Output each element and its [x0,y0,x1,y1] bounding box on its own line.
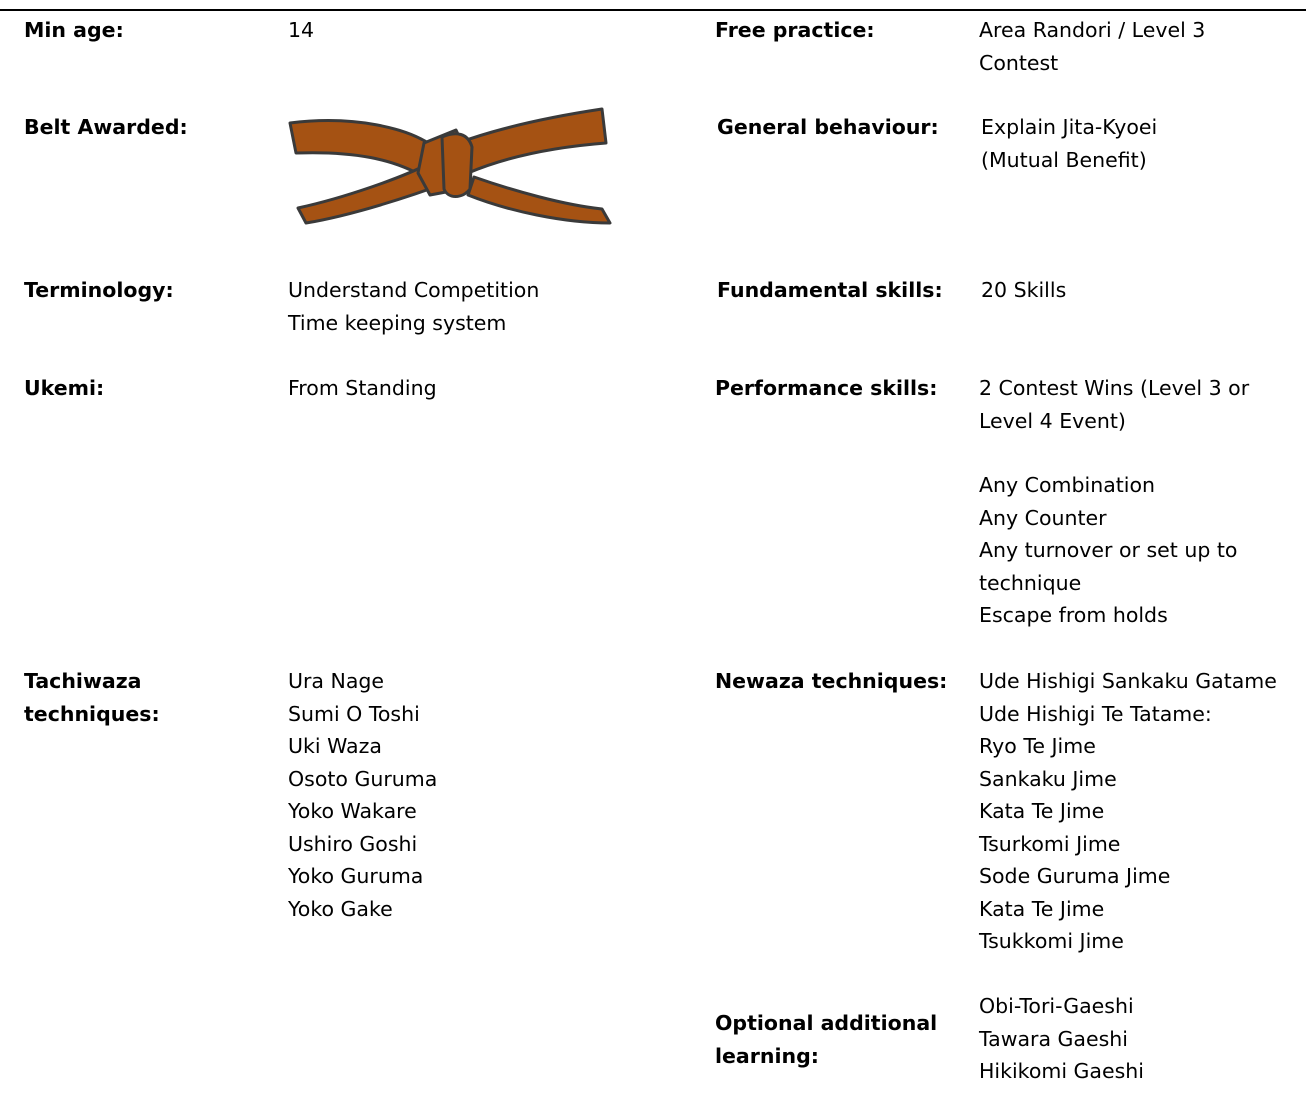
performance-extra-line: Escape from holds [979,603,1168,627]
performance-extra-line: Any turnover or set up to [979,538,1238,562]
tachiwaza-item: Ura Nage [288,669,385,693]
belt-awarded-label: Belt Awarded: [24,115,188,139]
performance-extra-line: Any Combination [979,473,1156,497]
newaza-item: Ude Hishigi Sankaku Gatame [979,669,1277,693]
tachiwaza-item: Osoto Guruma [288,766,438,791]
tachiwaza-item: Yoko Guruma [288,864,424,888]
fundamental-skills-label: Fundamental skills: [717,278,943,302]
performance-line: 2 Contest Wins (Level 3 or [979,376,1250,400]
terminology-line: Time keeping system [288,310,507,335]
brown-belt-image [284,103,614,233]
optional-label-line: Optional additional [715,1011,938,1035]
newaza-item: Sode Guruma Jime [979,864,1171,888]
newaza-label: Newaza techniques: [715,669,948,693]
tachiwaza-item: Yoko Gake [288,896,393,921]
free-practice-line: Area Randori / Level 3 [979,18,1206,42]
performance-line: Level 4 Event) [979,408,1126,433]
tachiwaza-item: Ushiro Goshi [288,831,418,856]
belt-right-tail [468,177,610,223]
min-age-value: 14 [288,18,315,42]
optional-item: Tawara Gaeshi [979,1026,1128,1051]
newaza-item: Tsurkomi Jime [979,831,1121,856]
tachiwaza-list [288,665,437,925]
newaza-item: Sankaku Jime [979,766,1117,791]
newaza-item: Ude Hishigi Te Tatame: [979,701,1212,726]
performance-extra-line: Any Counter [979,505,1107,530]
free-practice-value [979,14,1205,79]
terminology-line: Understand Competition [288,278,540,302]
general-behaviour-label: General behaviour: [717,115,939,139]
ukemi-label: Ukemi: [24,376,105,400]
tachiwaza-item: Yoko Wakare [288,799,417,823]
newaza-item: Tsukkomi Jime [979,929,1124,953]
belt-left-top-band [290,121,434,177]
optional-learning-label [715,1007,937,1072]
performance-skills-label: Performance skills: [715,376,938,400]
top-rule [0,9,1306,11]
optional-item: Hikikomi Gaeshi [979,1059,1144,1083]
general-behaviour-line: (Mutual Benefit) [981,147,1147,172]
tachiwaza-item: Sumi O Toshi [288,701,420,726]
newaza-item: Kata Te Jime [979,896,1105,921]
tachiwaza-label-line: techniques: [24,701,160,726]
newaza-item: Kata Te Jime [979,799,1105,823]
general-behaviour-value [981,111,1157,176]
tachiwaza-label-line: Tachiwaza [24,669,142,693]
newaza-item: Ryo Te Jime [979,734,1096,758]
optional-item: Obi-Tori-Gaeshi [979,994,1134,1018]
ukemi-value: From Standing [288,376,437,400]
optional-learning-list [979,990,1144,1088]
belt-right-top-band [458,109,606,173]
tachiwaza-label [24,665,160,730]
performance-skills-extra [979,469,1237,632]
optional-label-line: learning: [715,1043,819,1068]
general-behaviour-line: Explain Jita-Kyoei [981,115,1158,139]
performance-extra-line: technique [979,570,1082,595]
min-age-label: Min age: [24,18,124,42]
performance-skills-value [979,372,1249,437]
newaza-list [979,665,1277,958]
fundamental-skills-value: 20 Skills [981,278,1067,302]
tachiwaza-item: Uki Waza [288,734,382,758]
free-practice-label: Free practice: [715,18,875,42]
belt-knot-front [442,134,472,197]
terminology-label: Terminology: [24,278,174,302]
free-practice-line: Contest [979,50,1059,75]
terminology-value [288,274,539,339]
